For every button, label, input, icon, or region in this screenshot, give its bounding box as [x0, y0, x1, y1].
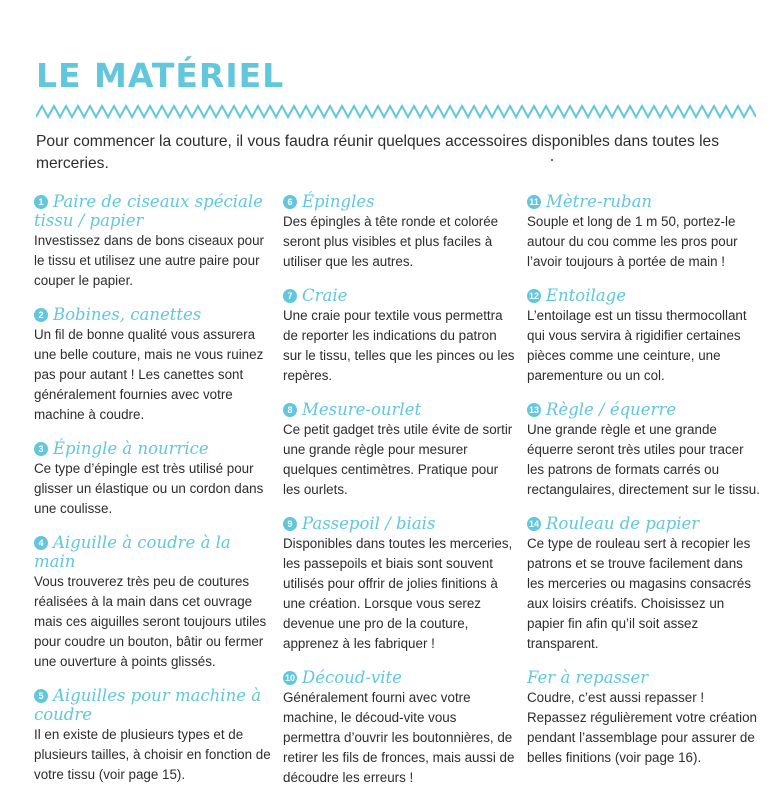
item-decoud-vite	[283, 668, 515, 788]
zigzag-divider	[36, 104, 756, 120]
item-body: Généralement fourni avec votre machine, le découd-vite vous permettra d’ouvrir les boutonnières, de retirer les fils de fronces, mais aussi de découdre les erreurs !	[283, 690, 515, 785]
item-rouleau-papier	[527, 514, 763, 654]
item-aiguille-main	[34, 533, 274, 672]
item-body: Investissez dans de bons ciseaux pour le tissu et utilisez une autre paire pour couper le papier.	[34, 233, 265, 288]
number-badge: 4	[34, 536, 48, 550]
item-body: Une grande règle et une grande équerre seront très utiles pour tracer les patrons de formats carrés ou rectangulaires, directement sur le tissu.	[527, 422, 760, 497]
number-badge: 5	[34, 689, 48, 703]
number-badge: 8	[283, 403, 297, 417]
item-body: Ce petit gadget très utile évite de sortir une grande règle pour mesurer quelques centimètres. Pratique pour les ourlets.	[283, 422, 513, 497]
item-heading	[283, 286, 515, 305]
item-heading	[34, 686, 274, 724]
item-heading	[283, 192, 515, 211]
item-heading	[527, 400, 763, 419]
item-heading	[527, 286, 763, 305]
item-heading	[34, 533, 274, 571]
item-body: Ce type d’épingle est très utilisé pour glisser un élastique ou un cordon dans une coulisse.	[34, 461, 264, 516]
item-body: Il en existe de plusieurs types et de plusieurs tailles, à choisir en fonction de votre tissu (voir page 15).	[34, 727, 271, 782]
item-body: L’entoilage est un tissu thermocollant qui vous servira à rigidifier certaines pièces comme une ceinture, une parementure ou un col.	[527, 308, 747, 383]
number-badge: 11	[527, 195, 541, 209]
item-body: Coudre, c’est aussi repasser ! Repassez régulièrement votre création pendant l’assemblage pour assurer de belles finitions (voir page 16).	[527, 690, 757, 765]
item-heading	[527, 514, 763, 533]
item-bobines	[34, 305, 274, 425]
heading-text: Entoilage	[546, 286, 626, 305]
number-badge: 10	[284, 673, 295, 683]
number-badge: 14	[528, 519, 539, 529]
item-fer-a-repasser	[527, 668, 763, 768]
number-badge: 12	[528, 291, 539, 301]
number-badge: 13	[528, 405, 539, 415]
item-epingle-a-nourrice	[34, 439, 274, 519]
heading-text: Fer à repasser	[527, 668, 649, 687]
item-passepoil	[283, 514, 515, 654]
heading-text: Passepoil / biais	[302, 514, 436, 533]
item-heading	[283, 514, 515, 533]
item-epingles	[283, 192, 515, 272]
heading-text: Aiguille à coudre à la main	[34, 533, 231, 571]
column-3	[527, 192, 763, 782]
heading-text: Mesure-ourlet	[302, 400, 422, 419]
item-body: Vous trouverez très peu de coutures réalisées à la main dans cet ouvrage mais ces aiguilles seront toujours utiles pour coudre un bouton, bâtir ou fermer une ouverture à points glissés.	[34, 574, 267, 669]
number-badge: 2	[34, 308, 48, 322]
item-heading	[34, 305, 274, 324]
heading-text: Règle / équerre	[546, 400, 677, 419]
column-2	[283, 192, 515, 802]
item-body: Des épingles à tête ronde et colorée seront plus visibles et plus faciles à utiliser que les autres.	[283, 214, 499, 269]
page-title: LE MATÉRIEL	[36, 56, 285, 95]
number-badge: 9	[283, 517, 297, 531]
item-entoilage	[527, 286, 763, 386]
heading-text: Mètre-ruban	[546, 192, 653, 211]
heading-text: Aiguilles pour machine à coudre	[34, 686, 262, 724]
item-heading	[34, 192, 274, 230]
number-badge: 6	[283, 195, 297, 209]
item-mesure-ourlet	[283, 400, 515, 500]
item-craie	[283, 286, 515, 386]
item-body: Disponibles dans toutes les merceries, les passepoils et biais sont souvent utilisés pour offrir de jolies finitions à une création. Lorsque vous serez devenue une pro de la couture, apprenez à les fabriquer !	[283, 536, 513, 651]
number-badge: 3	[34, 442, 48, 456]
heading-text: Bobines, canettes	[53, 305, 202, 324]
item-aiguilles-machine	[34, 686, 274, 785]
item-heading	[283, 668, 515, 687]
heading-text: Craie	[302, 286, 348, 305]
item-body: Une craie pour textile vous permettra de reporter les indications du patron sur le tissu, telles que les pinces ou les repères.	[283, 308, 515, 383]
heading-text: Découd-vite	[302, 668, 402, 687]
heading-text: Épingles	[302, 192, 375, 211]
number-badge: 1	[34, 195, 48, 209]
heading-text: Épingle à nourrice	[53, 439, 209, 458]
column-1	[34, 192, 274, 799]
item-paire-de-ciseaux	[34, 192, 274, 291]
item-heading	[34, 439, 274, 458]
item-heading	[527, 668, 763, 687]
stray-dot	[551, 159, 553, 161]
heading-text: Paire de ciseaux spéciale tissu / papier	[34, 192, 263, 230]
item-heading	[283, 400, 515, 419]
intro-paragraph: Pour commencer la couture, il vous faudra réunir quelques accessoires disponibles dans toutes les merceries.	[36, 133, 720, 172]
number-badge: 7	[283, 289, 297, 303]
item-heading	[527, 192, 763, 211]
item-body: Souple et long de 1 m 50, portez-le autour du cou comme les pros pour l’avoir toujours à portée de main !	[527, 214, 738, 269]
heading-text: Rouleau de papier	[546, 514, 700, 533]
item-body: Ce type de rouleau sert à recopier les patrons et se trouve facilement dans les merceries ou magasins consacrés aux loisirs créatifs. Choisissez un papier fin afin qu’il soit assez transparent.	[527, 536, 752, 651]
item-regle-equerre	[527, 400, 763, 500]
item-metre-ruban	[527, 192, 763, 272]
item-body: Un fil de bonne qualité vous assurera une belle couture, mais ne vous ruinez pas pour autant ! Les canettes sont généralement fournies avec votre machine à coudre.	[34, 327, 264, 422]
